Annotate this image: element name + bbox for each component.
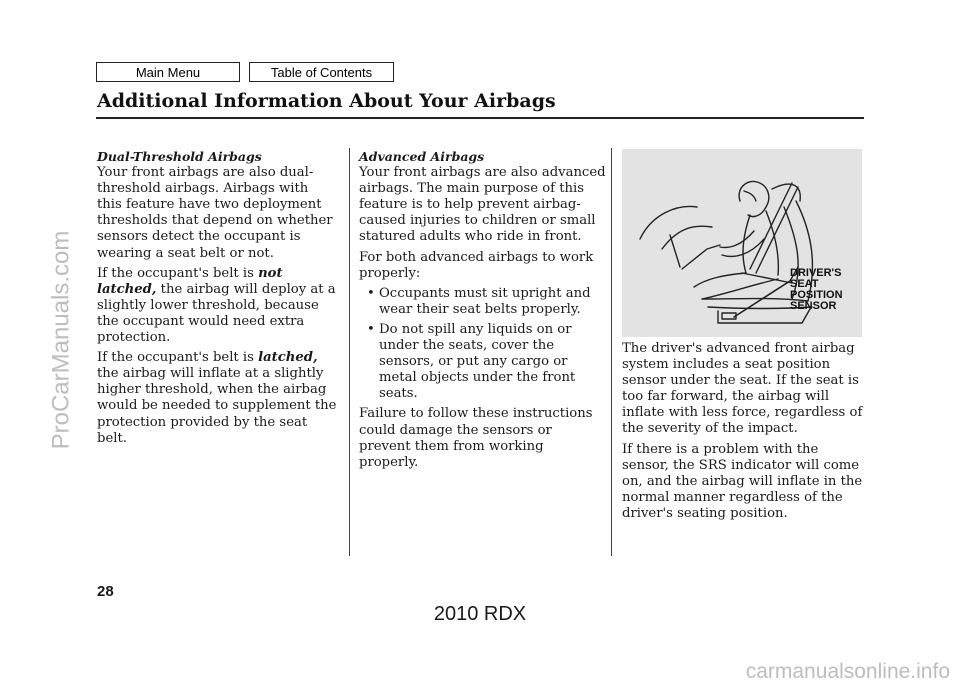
table-of-contents-button[interactable]: Table of Contents bbox=[249, 62, 394, 82]
advanced-airbags-section bbox=[359, 149, 607, 475]
paragraph: The driver's advanced front airbag system includes a seat position sensor under the seat. If the seat is too far forward, the airbag will inflate with less force, regardless of the severity of the impact. bbox=[622, 341, 863, 437]
seat-sensor-callout: DRIVER'S SEAT POSITION SENSOR bbox=[790, 267, 843, 312]
list-item: • Do not spill any liquids on or under the seats, cover the sensors, or put any cargo or metal objects under the front seats. bbox=[367, 321, 576, 402]
paragraph: If there is a problem with the sensor, the SRS indicator will come on, and the airbag will inflate in the normal manner regardless of the driver's seating position. bbox=[622, 441, 863, 521]
model-footer: 2010 RDX bbox=[433, 603, 527, 625]
paragraph: Failure to follow these instructions could damage the sensors or prevent them from working properly. bbox=[359, 406, 593, 470]
section-heading: Dual-Threshold Airbags bbox=[97, 149, 262, 164]
list-item: • Occupants must sit upright and wear their seat belts properly. bbox=[367, 285, 591, 317]
watermark-bottom: carmanualsonline.info bbox=[745, 660, 950, 683]
paragraph: If the occupant's belt is not latched, the airbag will deploy at a slightly lower threshold, because the occupant would need extra protection. bbox=[97, 265, 336, 346]
column-divider bbox=[611, 148, 612, 556]
title-divider bbox=[96, 117, 864, 119]
page-number: 28 bbox=[97, 583, 114, 600]
paragraph: Your front airbags are also dual-threshold airbags. Airbags with this feature have two deployment thresholds that depend on whether sensors detect the occupant is wearing a seat belt or not. bbox=[97, 165, 333, 261]
paragraph: For both advanced airbags to work properly: bbox=[359, 249, 594, 281]
watermark-vertical: ProCarManuals.com bbox=[47, 230, 74, 450]
paragraph: If the occupant's belt is latched, the airbag will inflate at a slightly higher threshold, when the airbag would be needed to supplement the protection provided by the seat belt. bbox=[97, 350, 337, 446]
paragraph: Your front airbags are also advanced airbags. The main purpose of this feature is to help prevent airbag-caused injuries to children or small statured adults who ride in front. bbox=[359, 165, 606, 245]
dual-threshold-section bbox=[97, 149, 337, 451]
page-title: Additional Information About Your Airbags bbox=[97, 90, 556, 112]
section-heading: Advanced Airbags bbox=[359, 149, 485, 164]
main-menu-button[interactable]: Main Menu bbox=[96, 62, 240, 82]
column-divider bbox=[349, 148, 350, 556]
seat-sensor-section bbox=[622, 341, 866, 526]
